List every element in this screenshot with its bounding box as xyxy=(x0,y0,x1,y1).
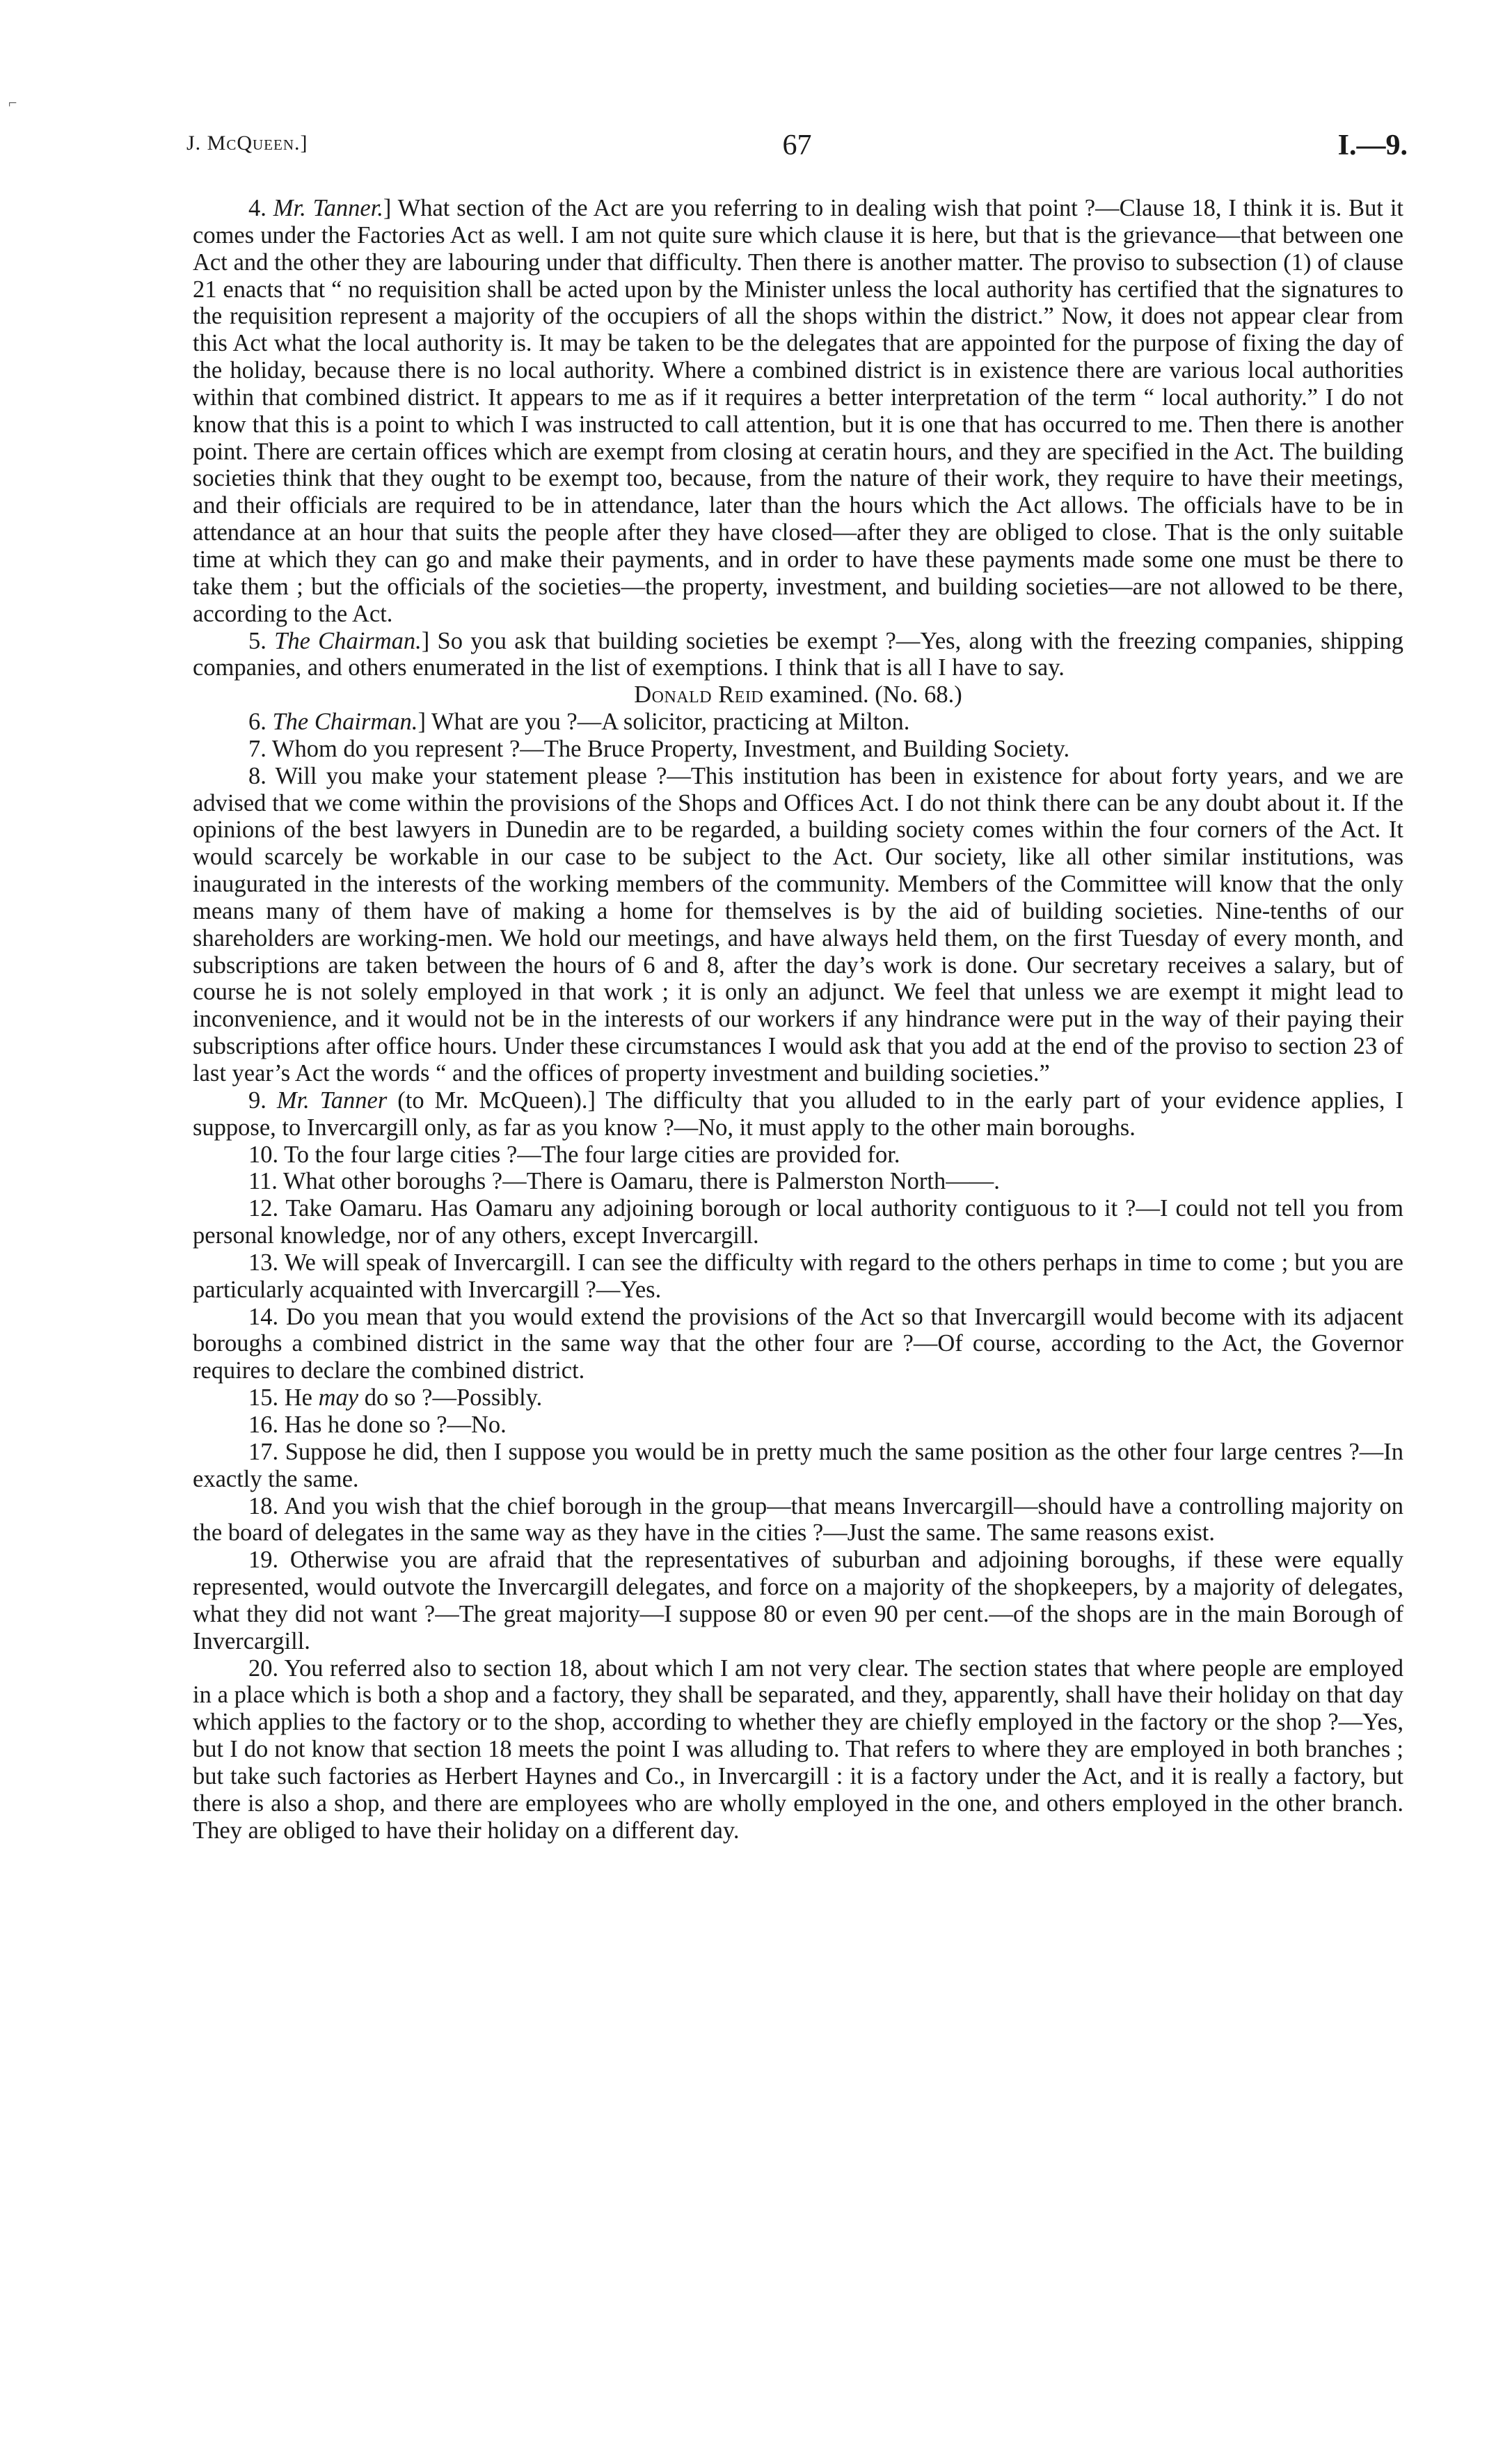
question-text: (to Mr. McQueen).] The difficulty that you alluded to in the early part of your evidence applies, I suppose, to Invercargill only, as far as you know ?—No, it must apply to the other main boroughs. xyxy=(193,1086,1403,1141)
question-number: 16. xyxy=(248,1411,279,1438)
speaker: The Chairman. xyxy=(274,627,422,654)
emphasis: may xyxy=(318,1384,359,1412)
speaker: Mr. Tanner. xyxy=(273,195,383,221)
speaker: The Chairman. xyxy=(272,709,418,736)
question-11 xyxy=(193,1168,1403,1195)
question-text: Suppose he did, then I suppose you would be in pretty much the same position as the other four large centres ?—In exactly the same. xyxy=(193,1438,1404,1492)
question-text: ] What section of the Act are you referring to in dealing wish that point ?—Clause 18, I think it is. But it comes under the Factories Act as well. I am not quite sure which clause it is here, but that is the grievance—that between one Act and the other they are labouring under that difficulty. Then there is another matter. The proviso to subsection (1) of clause 21 enacts that “ no requisition shall be acted upon by the Minister unless the local authority has certified that the signatures to the requisition represent a majority of the occupiers of all the shops within the district.” Now, it does not appear clear from this Act what the local authority is. It may be taken to be the delegates that are appointed for the purpose of fixing the day of the holiday, because there is no local authority. Where a combined district is in existence there are various local authorities within that combined district. It appears to me as if it requires a better interpretation of the term “ local authority.” I do not know that this is a point to which I was instructed to call attention, but it is one that has occurred to me. Then there is another point. There are certain offices which are exempt from closing at ceratin hours, and they are specified in the Act. The building societies think that they ought to be exempt too, because, from the nature of their work, they require to have their meetings, and their officials are required to be in attendance, later than the hours which the Act allows. The officials have to be in attendance at an hour that suits the people after they have closed—after they are obliged to close. That is the only suitable time at which they can go and make their payments, and in order to have these payments made some one must be there to take them ; but the officials of the societies—the property, investment, and building societies—are not allowed to be there, according to the Act. xyxy=(193,195,1403,627)
question-text: Whom do you represent ?—The Bruce Property, Investment, and Building Society. xyxy=(271,735,1070,762)
question-number: 8. xyxy=(248,762,266,789)
question-number: 18. xyxy=(248,1492,279,1519)
question-14 xyxy=(193,1304,1403,1385)
question-10 xyxy=(193,1141,1403,1169)
header-witness-name: J. McQueen.] xyxy=(186,132,308,155)
evidence-body xyxy=(193,195,1403,1844)
question-number: 10. xyxy=(248,1141,279,1168)
question-15 xyxy=(193,1384,1403,1412)
question-text: What other boroughs ?—There is Oamaru, there is Palmerston North——. xyxy=(282,1168,1000,1195)
question-20 xyxy=(193,1655,1403,1844)
question-text-start: He xyxy=(284,1384,319,1412)
question-17 xyxy=(193,1439,1403,1493)
witness-name: Donald Reid xyxy=(634,681,764,709)
question-19 xyxy=(193,1547,1403,1654)
question-6 xyxy=(193,709,1403,736)
speaker: Mr. Tanner xyxy=(276,1086,388,1114)
question-number: 11. xyxy=(248,1168,278,1195)
question-number: 7. xyxy=(248,735,266,762)
question-5 xyxy=(193,628,1403,682)
paper-reference: I.—9. xyxy=(1337,129,1408,161)
question-number: 4. xyxy=(248,195,266,221)
question-number: 17. xyxy=(248,1438,279,1465)
question-13 xyxy=(193,1249,1403,1304)
question-text: We will speak of Invercargill. I can see the difficulty with regard to the others perhaps in time to come ; but you are particularly acquainted with Invercargill ?—Yes. xyxy=(193,1249,1403,1303)
question-text: ] What are you ?—A solicitor, practicing at Milton. xyxy=(417,709,910,736)
question-8 xyxy=(193,763,1403,1087)
heading-text: examined. (No. 68.) xyxy=(763,681,962,709)
question-18 xyxy=(193,1493,1403,1547)
question-text: To the four large cities ?—The four large cities are provided for. xyxy=(284,1141,900,1168)
question-text: Has he done so ?—No. xyxy=(284,1411,507,1438)
question-number: 6. xyxy=(248,709,266,736)
margin-mark: ⌐ xyxy=(8,94,17,111)
question-number: 13. xyxy=(248,1249,279,1276)
question-number: 15. xyxy=(248,1384,279,1412)
question-text: And you wish that the chief borough in the group—that means Invercargill—should have a controlling majority on the board of delegates in the same way as they have in the cities ?—Just the same. The same reasons exist. xyxy=(193,1492,1403,1547)
question-4 xyxy=(193,195,1403,628)
question-16 xyxy=(193,1412,1403,1439)
question-9 xyxy=(193,1087,1403,1141)
question-text: Do you mean that you would extend the provisions of the Act so that Invercargill would become with its adjacent boroughs a combined district in the same way that the other four are ?—Of course, according to the Act, the Governor requires to declare the combined district. xyxy=(193,1303,1403,1384)
question-number: 5. xyxy=(248,627,266,654)
question-number: 12. xyxy=(248,1195,279,1222)
question-number: 19. xyxy=(248,1547,279,1574)
question-12 xyxy=(193,1195,1403,1249)
question-text: Otherwise you are afraid that the representatives of suburban and adjoining boroughs, if these were equally represented, would outvote the Invercargill delegates, and force on a majority of the shopkeepers, by a majority of delegates, what they did not want ?—The great majority—I suppose 80 or even 90 per cent.—of the shops are in the main Borough of Invercargill. xyxy=(193,1547,1404,1654)
witness-heading xyxy=(193,681,1403,709)
question-text: Take Oamaru. Has Oamaru any adjoining borough or local authority contiguous to it ?—I could not tell you from personal knowledge, nor of any others, except Invercargill. xyxy=(193,1195,1403,1249)
question-number: 14. xyxy=(248,1303,279,1330)
question-7 xyxy=(193,736,1403,763)
question-text: do so ?—Possibly. xyxy=(358,1384,543,1412)
question-text: Will you make your statement please ?—This institution has been in existence for about forty years, and we are advised that we come within the provisions of the Shops and Offices Act. I do not think there can be any doubt about it. If the opinions of the best lawyers in Dunedin are to be regarded, a building society comes within the four corners of the Act. It would scarcely be workable in our case to be subject to the Act. Our society, like all other similar institutions, was inaugurated in the interests of the working members of the community. Members of the Committee will know that the only means many of them have of making a home for themselves is by the aid of building societies. Nine-tenths of our shareholders are working-men. We hold our meetings, and have always held them, on the first Tuesday of every month, and subscriptions are taken between the hours of 6 and 8, after the day’s work is done. Our secretary receives a salary, but of course he is not solely employed in that work ; it is only an adjunct. We feel that unless we are exempt it might lead to inconvenience, and it would not be in the interests of our workers if any hindrance were put in the way of their paying their subscriptions after office hours. Under these circumstances I would ask that you add at the end of the proviso to section 23 of last year’s Act the words “ and the offices of property investment and building societies.” xyxy=(193,762,1403,1086)
page-header xyxy=(186,129,1408,171)
question-text: You referred also to section 18, about which I am not very clear. The section states that where people are employed in a place which is both a shop and a factory, they shall be separated, and they, apparently, shall have their holiday on that day which applies to the factory or to the shop, according to whether they are chiefly employed in the factory or the shop ?—Yes, but I do not know that section 18 meets the point I was alluding to. That refers to where they are employed in both branches ; but take such factories as Herbert Haynes and Co., in Invercargill : it is a factory under the Act, and it is really a factory, but there is also a shop, and there are employees who are wholly employed in the one, and others employed in the other branch. They are obliged to have their holiday on a different day. xyxy=(193,1654,1403,1844)
question-text: ] So you ask that building societies be exempt ?—Yes, along with the freezing companies, shipping companies, and others enumerated in the list of exemptions. I think that is all I have to say. xyxy=(193,627,1403,681)
question-number: 9. xyxy=(248,1086,266,1114)
question-number: 20. xyxy=(248,1654,279,1682)
page-number: 67 xyxy=(782,129,812,161)
